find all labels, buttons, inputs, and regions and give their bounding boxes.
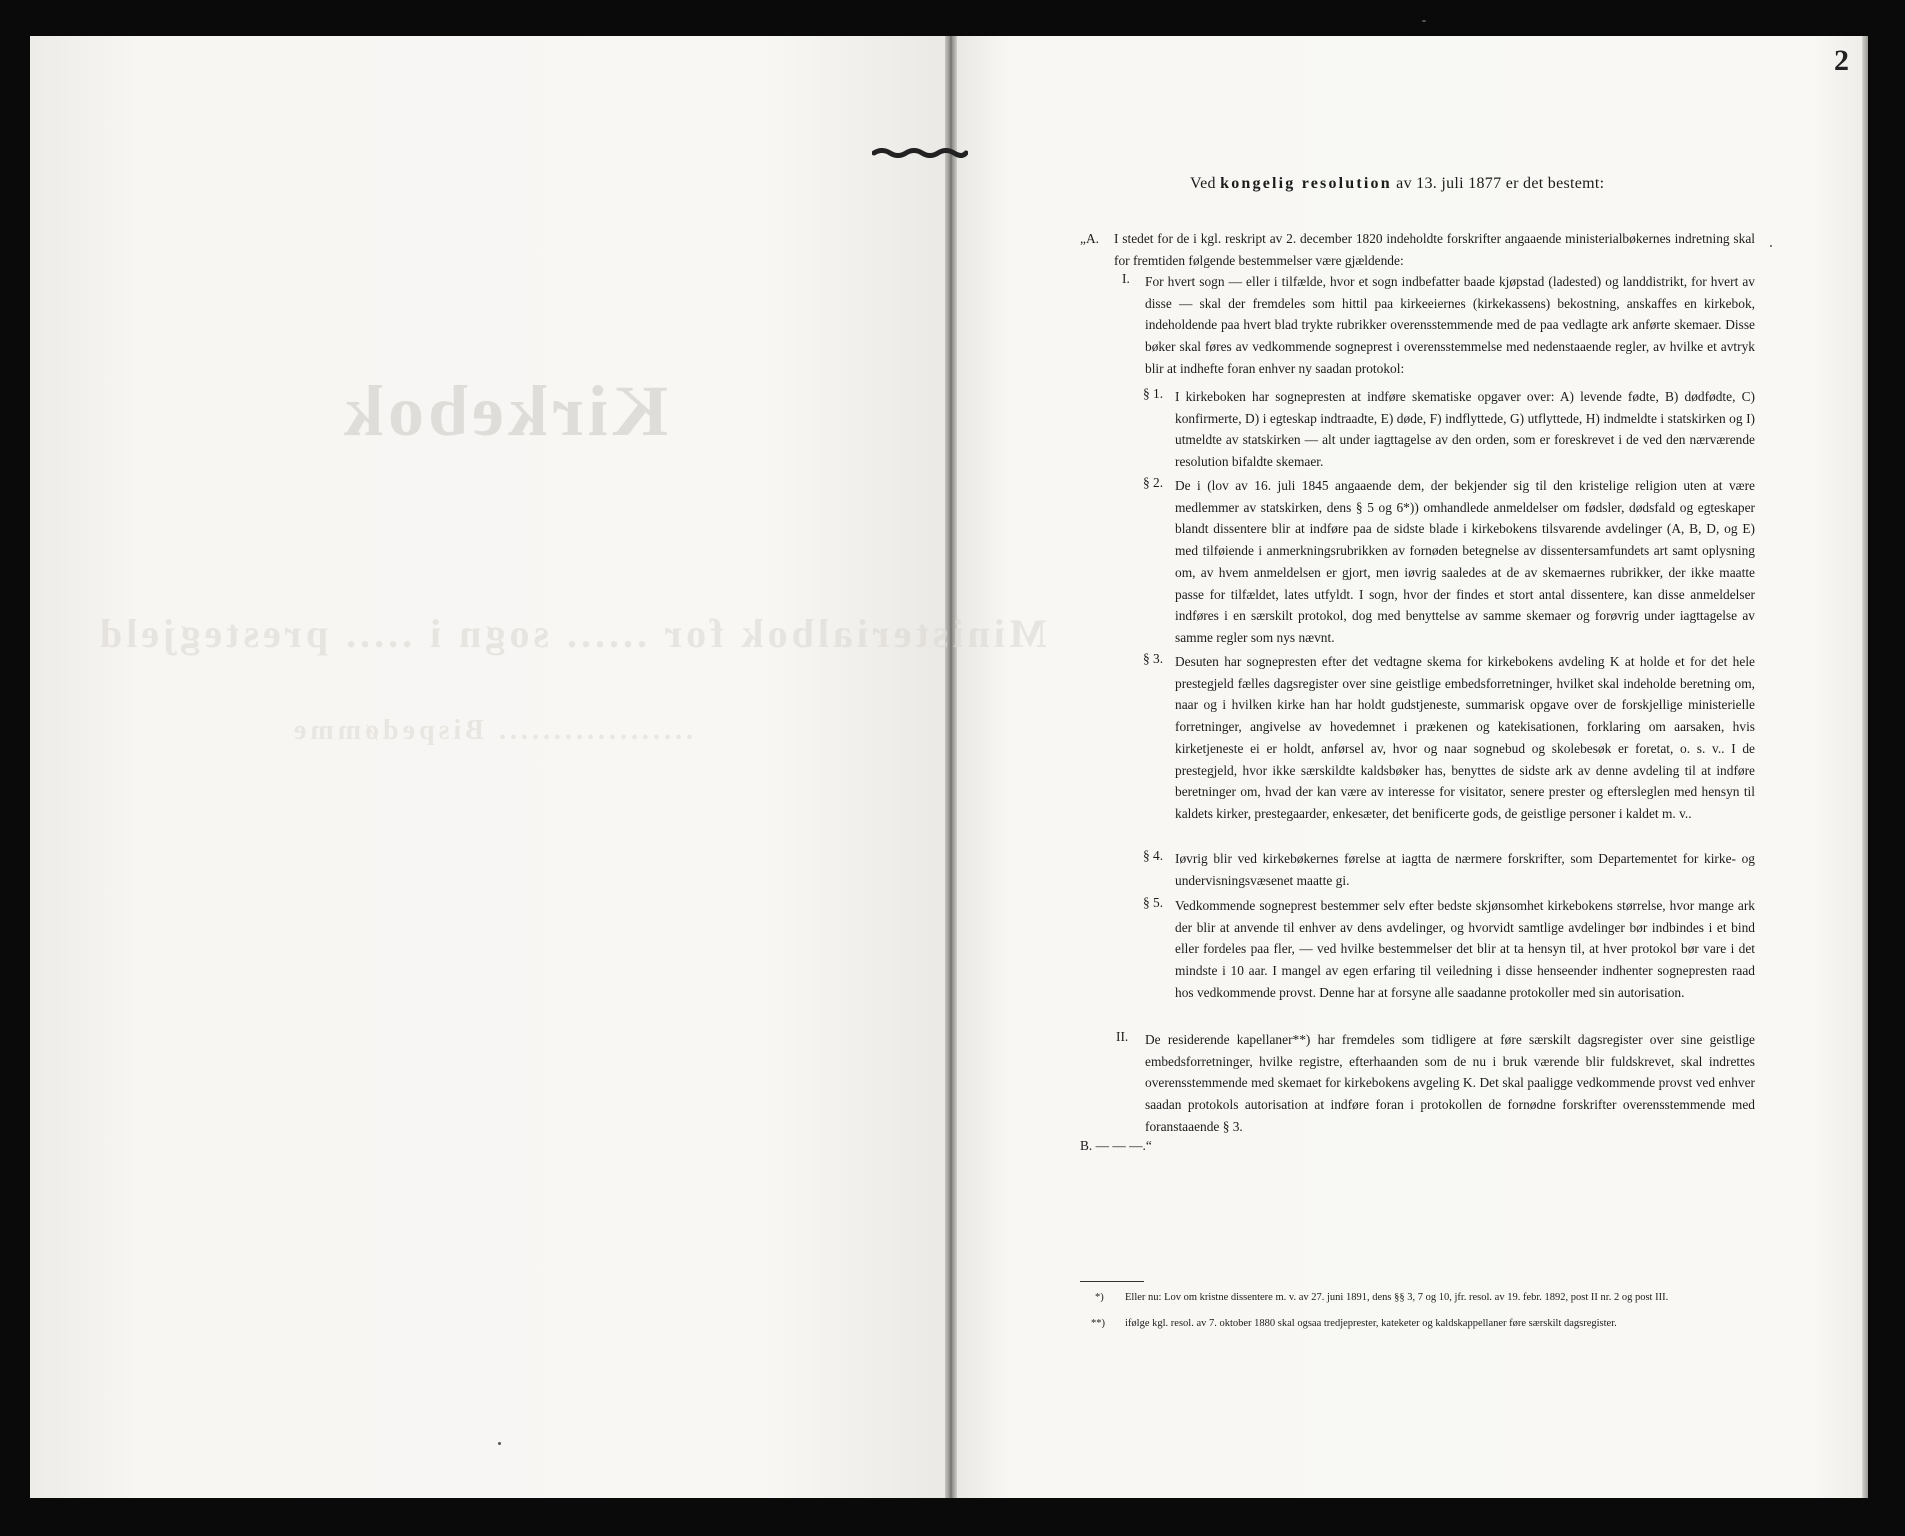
paragraph-3-label: § 3. <box>1143 651 1164 666</box>
part-1 <box>1145 271 1755 380</box>
section-b <box>1080 1135 1280 1157</box>
paper-speck <box>1422 20 1426 22</box>
left-page <box>30 36 948 1498</box>
section-a-text: I stedet for de i kgl. reskript av 2. december 1820 indeholdte forskrifter angaaende ministerialbøkernes indretning skal for fremtiden følgende bestemmelser være gjældende: <box>1114 231 1755 268</box>
paragraph-3-text: Desuten har sognepresten efter det vedtagne skema for kirkebokens avdeling K at holde et for det hele prestegjeld fælles dagsregister over sine geistlige embedsforretninger, hvilket skal indeholde beretning om, naar og i hvilken kirke han har holdt gudstjeneste, summarisk opgave over de forskjellige ministerielle forretninger, angivelse av hovedemnet i prækenen og katekisationen, forklaring om aarsaken, hvis kirketjeneste ei er holdt, anførsel av, hvor og naar sognebud og skolebesøk er foretat, o. s. v.. I de prestegjeld, hvor ikke særskildte kaldsbøker has, benyttes de sidste ark av denne avdeling til at indføre beretninger om, hvad der kan være av interesse for visitator, senere prester og eftersleglen med hensyn til kaldets kirker, prestegaarder, enkesæter, det benificerte gods, de geistlige personer i kaldet m. v.. <box>1175 654 1755 821</box>
paper-speck <box>498 1442 501 1445</box>
section-a-label: „A. <box>1080 231 1099 246</box>
bleed-through-line-2: .................. Bispedømme <box>290 715 693 746</box>
part-2-label: II. <box>1116 1029 1129 1044</box>
paragraph-5 <box>1175 895 1755 1004</box>
paragraph-4-text: Iøvrig blir ved kirkebøkernes førelse at iagtta de nærmere forskrifter, som Departementet for kirke- og undervisningsvæsenet maatte gi. <box>1175 851 1755 888</box>
bleed-through-line: Ministerialbok for ...... sogn i ..... prestegjeld <box>96 611 1047 656</box>
part-2-text: De residerende kapellaner**) har fremdeles som tidligere at føre særskilt dagsregister over sine geistlige embedsforretninger, hvilke registre, efterhaanden som de nu i bruk værende blir fuldskrevet, skal indrettes overensstemmende med skemaet for kirkebokens avgeling K. Det skal paaligge vedkommende provst ved enhver saadan protokols autorisation at indføre foran i protokollen de fornødne forskrifter overensstemmende med foranstaaende § 3. <box>1145 1032 1755 1134</box>
part-1-text: For hvert sogn — eller i tilfælde, hvor et sogn indbefatter baade kjøpstad (ladested) og landdistrikt, for hvert av disse — skal der fremdeles som hittil paa kirkeeiernes (kirkekassens) bekostning, anskaffes en kirkebok, indeholdende paa hvert blad trykte rubrikker overensstemmende med de paa vedlagte ark anførte skemaer. Disse bøker skal føres av vedkommende sogneprest i overensstemmelse med nedenstaaende regler, av hvilke et avtryk blir at indhefte foran enhver ny saadan protokol: <box>1145 274 1755 376</box>
book-gutter <box>945 36 957 1498</box>
paragraph-1-label: § 1. <box>1143 386 1164 401</box>
footnote-1: Eller nu: Lov om kristne dissentere m. v. av 27. juni 1891, dens §§ 3, 7 og 10, jfr. resol. av 19. febr. 1892, post II nr. 2 og post III. <box>1125 1292 1669 1303</box>
paragraph-2-label: § 2. <box>1143 475 1164 490</box>
paragraph-4 <box>1175 848 1755 891</box>
part-2 <box>1145 1029 1755 1138</box>
footnote-2: ifølge kgl. resol. av 7. oktober 1880 skal ogsaa tredjeprester, kateketer og kaldskappellaner føre særskilt dagsregister. <box>1125 1318 1617 1329</box>
paragraph-2 <box>1175 475 1755 649</box>
paragraph-2-text: De i (lov av 16. juli 1845 angaaende dem, der bekjender sig til den kristelige religion uten at være medlemmer av statskirken, dens § 5 og 6*)) omhandlede anmeldelser om fødsler, dødsfald og egteskaper blandt dissentere blir at indføre paa de sidste blade i kirkebokens tilsvarende avdelinger (A, B, D, og E) med tilføiende i anmerkningsrubrikken av fornøden betegnelse av dissentersamfundets art samt oplysning om, av hvem anmeldelsen er gjort, men iøvrig saaledes at de av skemaernes rubrikker, der ikke maatte passe for tilfældet, lates utfyldt. I sogn, hvor der findes et stort antal dissentere, kan disse anmeldelser indføres i en særskilt protokol, dog med benyttelse av samme skemaer og forøvrig under iagttagelse av samme regler som nys nævnt. <box>1175 478 1755 645</box>
heading-suffix: av 13. juli 1877 er det bestemt: <box>1396 175 1605 192</box>
page-edge <box>1862 36 1868 1498</box>
binding-clip <box>872 148 968 158</box>
footnote-rule <box>1080 1281 1144 1282</box>
part-1-label: I. <box>1122 271 1130 286</box>
footnote-2-label: **) <box>1091 1318 1105 1329</box>
paragraph-1 <box>1175 386 1755 473</box>
heading-emphasis: kongelig resolution <box>1220 175 1392 192</box>
page-heading <box>1190 175 1650 193</box>
paragraph-5-text: Vedkommende sogneprest bestemmer selv efter bedste skjønsomhet kirkebokens størrelse, hvor mange ark der blir at anvende til enhver av dens avdelinger, og hvorvidt samtlige avdelinger bør indbindes i et bind eller fordeles paa fler, — ved hvilke bestemmelser det blir at ta hensyn til, at hver protokol bør vare i det mindste i 10 aar. I mangel av egen erfaring til veiledning i disse henseender indhenter sognepresten raad hos vedkommende provst. Denne har at forsyne alle saadanne protokoller med sin autorisation. <box>1175 898 1755 1000</box>
paragraph-1-text: I kirkeboken har sognepresten at indføre skematiske opgaver over: A) levende fødte, B) dødfødte, C) konfirmerte, D) i egteskap indtraadte, E) døde, F) indflyttede, G) utflyttede, H) indmeldte i statskirken og I) utmeldte av statskirken — alt under iagttagelse av den orden, som er foreskrevet i de ved den nærværende resolution bifaldte skemaer. <box>1175 389 1755 470</box>
section-a <box>1080 228 1755 271</box>
footnote-1-label: *) <box>1095 1292 1104 1303</box>
bleed-through-title: Kirkebok <box>340 371 669 451</box>
paragraph-5-label: § 5. <box>1143 895 1164 910</box>
section-b-text: B. — — —.“ <box>1080 1138 1152 1153</box>
paper-speck <box>1770 245 1772 247</box>
paragraph-3 <box>1175 651 1755 825</box>
paragraph-4-label: § 4. <box>1143 848 1164 863</box>
heading-prefix: Ved <box>1190 175 1216 192</box>
page-number: 2 <box>1834 44 1849 77</box>
